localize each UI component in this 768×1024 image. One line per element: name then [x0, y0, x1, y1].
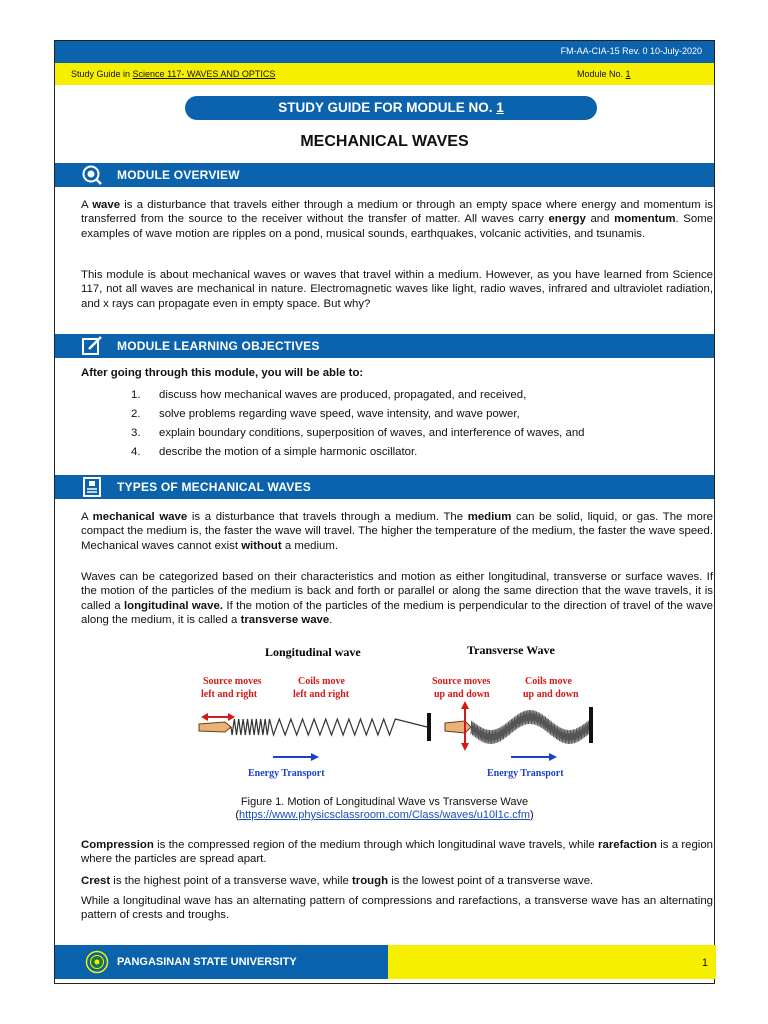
term-transverse-wave: transverse wave	[240, 613, 330, 626]
trans-coils-line2: up and down	[523, 689, 579, 700]
section-objectives-title: MODULE LEARNING OBJECTIVES	[117, 339, 320, 353]
header-blue-bar	[55, 41, 714, 63]
section-objectives-header	[55, 334, 714, 358]
module-label: Module No.	[577, 69, 626, 79]
trans-energy-label: Energy Transport	[487, 768, 564, 779]
long-coils-line2: left and right	[293, 689, 350, 700]
trans-red-arrow-down	[461, 743, 469, 751]
hand-right-figure	[445, 721, 471, 733]
trans-wall	[589, 707, 593, 743]
objective-number: 1.	[131, 389, 141, 401]
university-name: PANGASINAN STATE UNIVERSITY	[117, 956, 297, 968]
page-title: MECHANICAL WAVES	[300, 133, 469, 150]
overview-paragraph-2: This module is about mechanical waves or waves that travel within a medium. However, as you have learned from Science 117, not all waves are mechanical in nature. Electromagnetic waves like light, radio waves, infrared and ultraviolet radiation, and x rays can propagate even in empty space. But why?	[81, 269, 713, 310]
long-coil	[231, 719, 427, 735]
study-guide-pill	[185, 96, 597, 120]
term-compression: Compression	[81, 839, 154, 851]
objective-item	[131, 446, 417, 458]
edit-icon	[81, 335, 103, 357]
transverse-title: Transverse Wave	[467, 643, 555, 657]
term-longitudinal-wave: longitudinal wave.	[123, 599, 223, 612]
long-source-line1: Source moves	[203, 676, 262, 687]
text-run: A	[81, 199, 93, 211]
text-run: . Some examples of wave motion are ripples on a pond, musical sounds, earthquakes, volcanic activities, and tsunamis.	[81, 213, 714, 240]
university-seal-icon	[85, 950, 109, 974]
trans-red-arrow-up	[461, 701, 469, 709]
objective-text: solve problems regarding wave speed, wave intensity, and wave power,	[159, 408, 520, 420]
types-paragraph-3	[81, 838, 713, 867]
pill-prefix: STUDY GUIDE FOR MODULE NO.	[278, 100, 497, 115]
objective-number: 2.	[131, 408, 141, 420]
section-types-header	[55, 475, 714, 499]
text-run: is the compressed region of the medium through which longitudinal wave travels, while	[153, 839, 599, 851]
text-run: is the highest point of a transverse wave, while	[110, 875, 352, 887]
text-run: Waves can be categorized based on their characteristics and motion as either longitudinal, transverse or surface waves. If the motion of the particles of the medium is back and forth or parallel or along the same direction that the wave travels, it is called a	[81, 571, 713, 612]
trans-coils-line1: Coils move	[525, 676, 572, 687]
hand-left	[199, 722, 231, 732]
trans-source-line1: Source moves	[432, 676, 491, 687]
figure-caption	[55, 796, 714, 822]
long-coils-line1: Coils move	[298, 676, 345, 687]
objective-item	[131, 427, 585, 439]
text-run: is the lowest point of a transverse wave.	[388, 875, 594, 887]
trans-source-line2: up and down	[434, 689, 490, 700]
term-rarefaction: rarefaction	[598, 839, 657, 851]
section-overview-title: MODULE OVERVIEW	[117, 168, 240, 182]
longitudinal-spring	[199, 713, 431, 761]
page-frame	[54, 40, 715, 984]
text-run: A	[81, 511, 93, 523]
study-guide-prefix: Study Guide in	[71, 69, 133, 79]
objective-text: describe the motion of a simple harmonic oscillator.	[159, 446, 418, 458]
course-name: Science 117- WAVES AND OPTICS	[132, 69, 276, 79]
text-run: can be solid, liquid, or gas. The more compact the medium is, the faster the wave will travel. The higher the temperature of the medium, the faster the wave speed. Mechanical waves cannot exist	[81, 511, 713, 552]
study-guide-course	[71, 69, 275, 79]
long-energy-label: Energy Transport	[248, 768, 325, 779]
objective-item	[131, 408, 520, 420]
pill-number: 1	[496, 100, 504, 115]
objective-number: 3.	[131, 427, 141, 439]
long-source-line2: left and right	[201, 689, 258, 700]
overview-paragraph-1	[81, 198, 713, 241]
transverse-spring	[445, 701, 593, 761]
objective-number: 4.	[131, 446, 141, 458]
types-paragraph-1	[81, 510, 713, 553]
wave-figure	[195, 639, 595, 789]
form-code: FM-AA-CIA-15 Rev. 0 10-July-2020	[560, 46, 702, 56]
section-overview-header	[55, 163, 714, 187]
text-run: .	[329, 613, 333, 626]
trans-blue-arrow-head	[549, 753, 557, 761]
term-energy: energy	[548, 213, 586, 226]
text-run: and	[585, 213, 615, 226]
figure-source: (https://www.physicsclassroom.com/Class/waves/u10l1c.cfm)	[235, 809, 534, 821]
figure-source-link[interactable]: https://www.physicsclassroom.com/Class/waves/u10l1c.cfm	[239, 809, 530, 821]
trans-coil	[471, 710, 589, 744]
longitudinal-title: Longitudinal wave	[265, 645, 361, 659]
types-paragraph-2	[81, 570, 713, 627]
objective-text: discuss how mechanical waves are produced, propagated, and received,	[159, 389, 527, 401]
objective-text: explain boundary conditions, superposition of waves, and interference of waves, and	[159, 427, 585, 439]
objectives-intro: After going through this module, you will be able to:	[81, 367, 364, 379]
text-run: is a region where the particles are spread apart.	[81, 839, 713, 866]
types-paragraph-5: While a longitudinal wave has an alternating pattern of compressions and rarefactions, a transverse wave has an alternating pattern of crests and troughs.	[81, 895, 713, 922]
footer-yellow-bar	[388, 945, 716, 979]
term-wave: wave	[92, 199, 121, 211]
term-momentum: momentum	[614, 213, 676, 226]
module-number-label	[577, 69, 631, 79]
module-number: 1	[625, 69, 631, 79]
term-trough: trough	[352, 875, 389, 887]
text-run: a medium.	[281, 539, 339, 552]
long-wall	[427, 713, 431, 741]
term-without: without	[241, 539, 282, 552]
long-red-arrow-head-left	[201, 713, 208, 721]
term-medium: medium	[467, 511, 512, 523]
page-number: 1	[701, 957, 708, 969]
term-crest: Crest	[81, 875, 111, 887]
term-mechanical-wave: mechanical wave	[92, 511, 188, 523]
text-run: is a disturbance that travels either through a medium or through an empty space where energy and momentum is transferred from the source to the receiver without the transfer of matter. All waves carry	[81, 199, 713, 226]
long-blue-arrow-head	[311, 753, 319, 761]
section-types-title: TYPES OF MECHANICAL WAVES	[117, 480, 311, 494]
magnifier-icon	[81, 164, 103, 186]
document-icon	[81, 476, 103, 498]
text-run: If the motion of the particles of the medium is perpendicular to the direction of travel of the wave along the medium, it is called a	[81, 599, 713, 626]
objective-item	[131, 389, 526, 401]
types-paragraph-4	[81, 874, 713, 888]
figure-caption-text: Figure 1. Motion of Longitudinal Wave vs Transverse Wave	[240, 796, 529, 808]
header-yellow-bar	[55, 63, 714, 85]
text-run: is a disturbance that travels through a medium. The	[187, 511, 468, 523]
footer-blue-bar	[55, 945, 388, 979]
